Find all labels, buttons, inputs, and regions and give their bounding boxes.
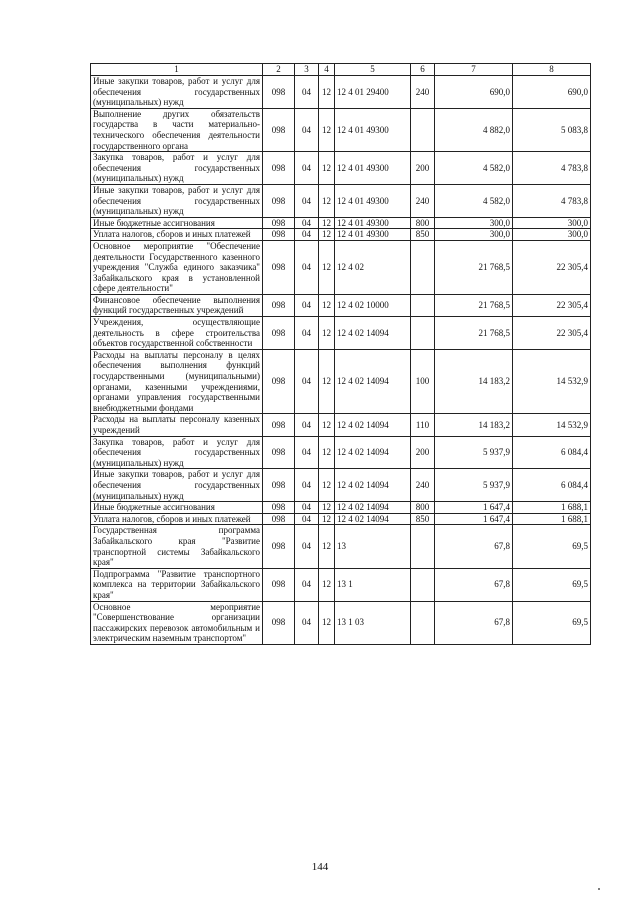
target-article-cell: 13 1 [335, 568, 411, 601]
target-article-cell: 12 4 02 14094 [335, 349, 411, 414]
amount-year1-cell: 67,8 [435, 525, 513, 568]
target-article-cell: 12 4 02 14094 [335, 469, 411, 502]
amount-year1-cell: 21 768,5 [435, 294, 513, 316]
expense-type-cell: 200 [411, 436, 435, 469]
amount-year2-cell: 300,0 [513, 229, 591, 241]
expense-type-cell [411, 568, 435, 601]
expense-type-cell [411, 240, 435, 294]
ved-code-cell: 098 [263, 317, 295, 350]
table-row [91, 414, 591, 436]
expense-type-cell: 850 [411, 229, 435, 241]
row-name-cell: Основное мероприятие "Совершенствование организации пассажирских перевозок автомобильным и электрическим наземным транспортом" [91, 601, 263, 644]
table-header-row [91, 64, 591, 76]
amount-year2-cell: 1 688,1 [513, 502, 591, 514]
ved-code-cell: 098 [263, 513, 295, 525]
column-header: 6 [411, 64, 435, 76]
table-row [91, 317, 591, 350]
target-article-cell: 12 4 01 49300 [335, 152, 411, 185]
subsection-cell: 12 [319, 229, 335, 241]
section-cell: 04 [295, 525, 319, 568]
amount-year1-cell: 4 582,0 [435, 184, 513, 217]
expense-type-cell: 240 [411, 76, 435, 109]
expense-type-cell: 240 [411, 184, 435, 217]
target-article-cell: 13 [335, 525, 411, 568]
amount-year2-cell: 300,0 [513, 217, 591, 229]
ved-code-cell: 098 [263, 108, 295, 151]
amount-year1-cell: 5 937,9 [435, 436, 513, 469]
subsection-cell: 12 [319, 502, 335, 514]
section-cell: 04 [295, 217, 319, 229]
row-name-cell: Уплата налогов, сборов и иных платежей [91, 513, 263, 525]
section-cell: 04 [295, 108, 319, 151]
row-name-cell: Выполнение других обязательств государства в части материально-технического обеспечения деятельности государственного органа [91, 108, 263, 151]
section-cell: 04 [295, 229, 319, 241]
column-header: 1 [91, 64, 263, 76]
ved-code-cell: 098 [263, 294, 295, 316]
row-name-cell: Учреждения, осуществляющие деятельность в сфере строительства объектов государственной собственности [91, 317, 263, 350]
ved-code-cell: 098 [263, 414, 295, 436]
table-row [91, 469, 591, 502]
ved-code-cell: 098 [263, 229, 295, 241]
row-name-cell: Иные бюджетные ассигнования [91, 217, 263, 229]
subsection-cell: 12 [319, 568, 335, 601]
amount-year2-cell: 5 083,8 [513, 108, 591, 151]
row-name-cell: Иные закупки товаров, работ и услуг для обеспечения государственных (муниципальных) нужд [91, 469, 263, 502]
ved-code-cell: 098 [263, 568, 295, 601]
amount-year2-cell: 14 532,9 [513, 414, 591, 436]
budget-table [90, 63, 591, 645]
table-row [91, 184, 591, 217]
amount-year2-cell: 6 084,4 [513, 436, 591, 469]
target-article-cell: 12 4 02 10000 [335, 294, 411, 316]
section-cell: 04 [295, 152, 319, 185]
subsection-cell: 12 [319, 414, 335, 436]
table-row [91, 217, 591, 229]
subsection-cell: 12 [319, 294, 335, 316]
target-article-cell: 12 4 01 49300 [335, 108, 411, 151]
section-cell: 04 [295, 568, 319, 601]
ved-code-cell: 098 [263, 240, 295, 294]
amount-year2-cell: 22 305,4 [513, 294, 591, 316]
amount-year2-cell: 1 688,1 [513, 513, 591, 525]
amount-year1-cell: 14 183,2 [435, 349, 513, 414]
target-article-cell: 12 4 02 14094 [335, 436, 411, 469]
expense-type-cell: 100 [411, 349, 435, 414]
column-header: 4 [319, 64, 335, 76]
section-cell: 04 [295, 513, 319, 525]
row-name-cell: Государственная программа Забайкальского края "Развитие транспортной системы Забайкальского края" [91, 525, 263, 568]
target-article-cell: 12 4 02 14094 [335, 502, 411, 514]
row-name-cell: Иные закупки товаров, работ и услуг для обеспечения государственных (муниципальных) нужд [91, 184, 263, 217]
table-body [91, 76, 591, 645]
section-cell: 04 [295, 294, 319, 316]
table-row [91, 525, 591, 568]
table-row [91, 568, 591, 601]
column-header: 5 [335, 64, 411, 76]
ved-code-cell: 098 [263, 502, 295, 514]
expense-type-cell [411, 525, 435, 568]
target-article-cell: 12 4 01 49300 [335, 229, 411, 241]
row-name-cell: Финансовое обеспечение выполнения функций государственных учреждений [91, 294, 263, 316]
column-header: 3 [295, 64, 319, 76]
amount-year1-cell: 1 647,4 [435, 502, 513, 514]
amount-year1-cell: 1 647,4 [435, 513, 513, 525]
table-row [91, 502, 591, 514]
subsection-cell: 12 [319, 108, 335, 151]
subsection-cell: 12 [319, 469, 335, 502]
expense-type-cell: 240 [411, 469, 435, 502]
column-header: 2 [263, 64, 295, 76]
section-cell: 04 [295, 349, 319, 414]
target-article-cell: 12 4 02 14094 [335, 414, 411, 436]
row-name-cell: Иные закупки товаров, работ и услуг для обеспечения государственных (муниципальных) нужд [91, 76, 263, 109]
subsection-cell: 12 [319, 152, 335, 185]
expense-type-cell [411, 108, 435, 151]
target-article-cell: 12 4 02 14094 [335, 317, 411, 350]
table-row [91, 108, 591, 151]
amount-year1-cell: 4 882,0 [435, 108, 513, 151]
subsection-cell: 12 [319, 317, 335, 350]
table-row [91, 152, 591, 185]
amount-year2-cell: 22 305,4 [513, 240, 591, 294]
expense-type-cell: 110 [411, 414, 435, 436]
row-name-cell: Расходы на выплаты персоналу казенных учреждений [91, 414, 263, 436]
expense-type-cell [411, 317, 435, 350]
ved-code-cell: 098 [263, 152, 295, 185]
ved-code-cell: 098 [263, 217, 295, 229]
section-cell: 04 [295, 436, 319, 469]
subsection-cell: 12 [319, 349, 335, 414]
amount-year1-cell: 4 582,0 [435, 152, 513, 185]
amount-year2-cell: 22 305,4 [513, 317, 591, 350]
subsection-cell: 12 [319, 240, 335, 294]
amount-year2-cell: 69,5 [513, 525, 591, 568]
table-row [91, 76, 591, 109]
amount-year1-cell: 21 768,5 [435, 240, 513, 294]
target-article-cell: 13 1 03 [335, 601, 411, 644]
amount-year2-cell: 690,0 [513, 76, 591, 109]
ved-code-cell: 098 [263, 525, 295, 568]
row-name-cell: Закупка товаров, работ и услуг для обеспечения государственных (муниципальных) нужд [91, 152, 263, 185]
row-name-cell: Иные бюджетные ассигнования [91, 502, 263, 514]
row-name-cell: Расходы на выплаты персоналу в целях обеспечения выполнения функций государственными (муниципальными) органами, казенными учреждениями, органами управления государственными внебюджетными фондами [91, 349, 263, 414]
amount-year1-cell: 5 937,9 [435, 469, 513, 502]
subsection-cell: 12 [319, 184, 335, 217]
expense-type-cell: 800 [411, 502, 435, 514]
amount-year1-cell: 300,0 [435, 229, 513, 241]
table-row [91, 513, 591, 525]
ved-code-cell: 098 [263, 436, 295, 469]
target-article-cell: 12 4 02 [335, 240, 411, 294]
table-row [91, 601, 591, 644]
ved-code-cell: 098 [263, 601, 295, 644]
target-article-cell: 12 4 02 14094 [335, 513, 411, 525]
subsection-cell: 12 [319, 76, 335, 109]
amount-year1-cell: 67,8 [435, 568, 513, 601]
row-name-cell: Подпрограмма "Развитие транспортного комплекса на территории Забайкальского края" [91, 568, 263, 601]
subsection-cell: 12 [319, 525, 335, 568]
section-cell: 04 [295, 469, 319, 502]
row-name-cell: Основное мероприятие "Обеспечение деятельности Государственного казенного учреждения "Служба единого заказчика" Забайкальского края в установленной сфере деятельности" [91, 240, 263, 294]
section-cell: 04 [295, 317, 319, 350]
table-row [91, 229, 591, 241]
section-cell: 04 [295, 184, 319, 217]
table-row [91, 349, 591, 414]
amount-year2-cell: 69,5 [513, 601, 591, 644]
expense-type-cell: 200 [411, 152, 435, 185]
expense-type-cell [411, 294, 435, 316]
amount-year2-cell: 6 084,4 [513, 469, 591, 502]
section-cell: 04 [295, 601, 319, 644]
amount-year2-cell: 14 532,9 [513, 349, 591, 414]
page-number: 144 [311, 861, 329, 873]
expense-type-cell [411, 601, 435, 644]
ved-code-cell: 098 [263, 469, 295, 502]
target-article-cell: 12 4 01 49300 [335, 184, 411, 217]
subsection-cell: 12 [319, 436, 335, 469]
scan-speck [598, 888, 600, 890]
ved-code-cell: 098 [263, 184, 295, 217]
ved-code-cell: 098 [263, 349, 295, 414]
row-name-cell: Уплата налогов, сборов и иных платежей [91, 229, 263, 241]
amount-year2-cell: 4 783,8 [513, 152, 591, 185]
column-header: 7 [435, 64, 513, 76]
expense-type-cell: 850 [411, 513, 435, 525]
section-cell: 04 [295, 502, 319, 514]
section-cell: 04 [295, 240, 319, 294]
amount-year1-cell: 14 183,2 [435, 414, 513, 436]
table-row [91, 294, 591, 316]
column-header: 8 [513, 64, 591, 76]
table-row [91, 436, 591, 469]
row-name-cell: Закупка товаров, работ и услуг для обеспечения государственных (муниципальных) нужд [91, 436, 263, 469]
amount-year1-cell: 21 768,5 [435, 317, 513, 350]
amount-year1-cell: 300,0 [435, 217, 513, 229]
ved-code-cell: 098 [263, 76, 295, 109]
subsection-cell: 12 [319, 601, 335, 644]
amount-year2-cell: 4 783,8 [513, 184, 591, 217]
amount-year1-cell: 67,8 [435, 601, 513, 644]
subsection-cell: 12 [319, 513, 335, 525]
expense-type-cell: 800 [411, 217, 435, 229]
amount-year2-cell: 69,5 [513, 568, 591, 601]
section-cell: 04 [295, 414, 319, 436]
table-row [91, 240, 591, 294]
amount-year1-cell: 690,0 [435, 76, 513, 109]
target-article-cell: 12 4 01 29400 [335, 76, 411, 109]
subsection-cell: 12 [319, 217, 335, 229]
section-cell: 04 [295, 76, 319, 109]
target-article-cell: 12 4 01 49300 [335, 217, 411, 229]
